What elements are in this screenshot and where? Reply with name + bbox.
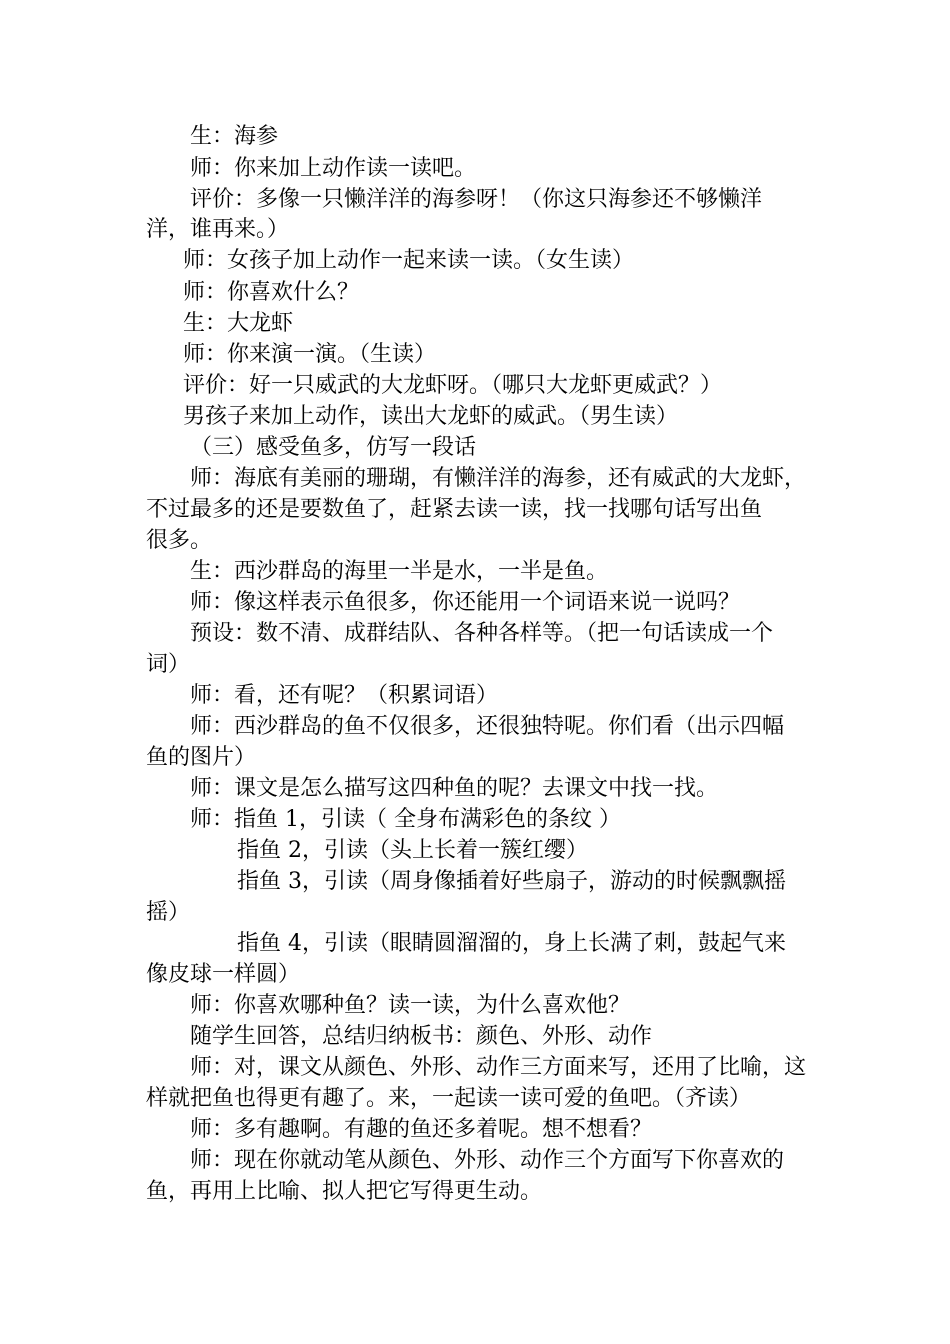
text-line: 评价：好一只威武的大龙虾呀。（哪只大龙虾更威武？）: [183, 373, 723, 398]
text-line: 师：多有趣啊。有趣的鱼还多着呢。想不想看？: [190, 1117, 653, 1142]
text-line: 师：你来加上动作读一读吧。: [190, 156, 477, 181]
text-line: 师：看，还有呢？（积累词语）: [190, 683, 499, 708]
text-line: 男孩子来加上动作，读出大龙虾的威武。（男生读）: [183, 404, 679, 429]
text-line: 师：指鱼 1，引读（ 全身布满彩色的条纹 ）: [190, 807, 621, 832]
text-line: 师：你喜欢哪种鱼？读一读，为什么喜欢他？: [190, 993, 631, 1018]
text-line: 生：西沙群岛的海里一半是水，一半是鱼。: [190, 559, 609, 584]
text-line: 预设：数不清、成群结队、各种各样等。（把一句话读成一个: [190, 621, 774, 646]
text-line: 像皮球一样圆）: [146, 962, 301, 987]
text-line: 师：像这样表示鱼很多，你还能用一个词语来说一说吗？: [190, 590, 741, 615]
text-line: 师：女孩子加上动作一起来读一读。（女生读）: [183, 248, 635, 273]
text-line: 鱼，再用上比喻、拟人把它写得更生动。: [146, 1179, 543, 1204]
text-line: 师：西沙群岛的鱼不仅很多，还很独特呢。你们看（出示四幅: [190, 714, 785, 739]
text-line: 词）: [146, 652, 191, 677]
text-line: 随学生回答，总结归纳板书：颜色、外形、动作: [190, 1024, 653, 1049]
text-line: 鱼的图片）: [146, 745, 257, 770]
text-line: 师：海底有美丽的珊瑚，有懒洋洋的海参，还有威武的大龙虾，: [190, 466, 807, 491]
text-line: 师：你来演一演。（生读）: [183, 342, 437, 367]
text-line: 师：你喜欢什么？: [183, 280, 360, 305]
text-line: 生：大龙虾: [183, 311, 294, 336]
text-line: 样就把鱼也得更有趣了。来，一起读一读可爱的鱼吧。（齐读）: [146, 1086, 752, 1111]
text-line: 指鱼 3，引读（周身像插着好些扇子，游动的时候飘飘摇: [237, 869, 786, 894]
text-line: 摇）: [146, 900, 191, 925]
text-line: 评价：多像一只懒洋洋的海参呀！（你这只海参还不够懒洋: [190, 187, 763, 212]
text-line: 师：课文是怎么描写这四种鱼的呢？去课文中找一找。: [190, 776, 719, 801]
text-line: 很多。: [146, 528, 213, 553]
text-line: 生：海参: [190, 124, 279, 149]
text-line: 不过最多的还是要数鱼了，赶紧去读一读，找一找哪句话写出鱼: [146, 497, 763, 522]
section-heading: （三）感受鱼多，仿写一段话: [190, 435, 477, 460]
text-line: 指鱼 2，引读（头上长着一簇红缨）: [237, 838, 588, 863]
text-line: 师：现在你就动笔从颜色、外形、动作三个方面写下你喜欢的: [190, 1148, 785, 1173]
text-line: 指鱼 4，引读（眼睛圆溜溜的，身上长满了刺，鼓起气来: [237, 931, 786, 956]
text-line: 洋，谁再来。）: [146, 217, 290, 242]
text-line: 师：对，课文从颜色、外形、动作三方面来写，还用了比喻，这: [190, 1055, 807, 1080]
